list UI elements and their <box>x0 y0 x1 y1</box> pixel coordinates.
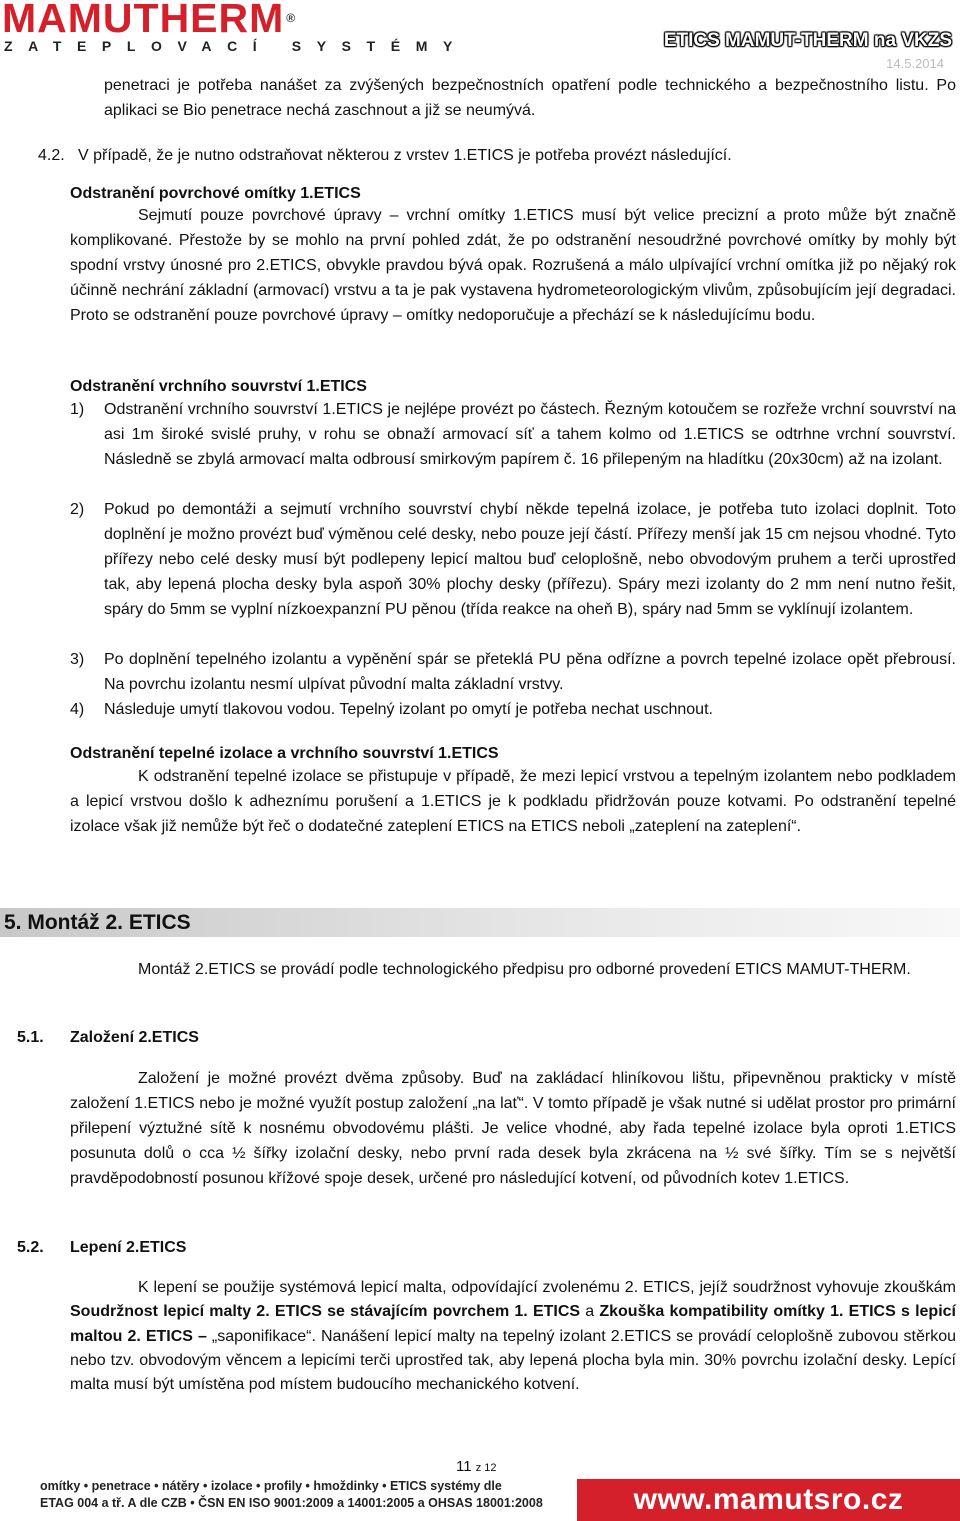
footer-info <box>40 1478 543 1512</box>
text-span: „saponifikace“. Nanášení lepicí malty na tepelný izolant 2.ETICS se provádí celoplošně zubovou stěrkou nebo tzv. obvodovým věncem a lepicími terči uprostřed tak, aby lepená plocha byla min. 30% povrchu izolační desky. Lepící malta musí být umístěna pod místem budoucího mechanického kotvení. <box>70 1327 957 1394</box>
subsection-title: Založení 2.ETICS <box>70 1029 199 1046</box>
heading-remove-surface-plaster: Odstranění povrchové omítky 1.ETICS <box>70 185 361 202</box>
paragraph-remove-surface-plaster: Sejmutí pouze povrchové úpravy – vrchní omítky 1.ETICS musí být velice precizní a proto může být značně komplikované. Přestože by se mohlo na první pohled zdát, že po odstranění nesoudržné povrchové omítky by mohly být spodní vrstvy únosné pro 2.ETICS, obvykle pravdou bývá opak. Rozrušená a málo ulpívající vrchní omítka již po nějaký rok účinně nechrání základní (armovací) vrstvu a ta je pak vystavena hydrometeorologickým vlivům, způsobujícím její degradaci. Proto se odstranění pouze povrchové úpravy – omítky nedoporučuje a přechází se k následujícímu bodu. <box>70 207 956 324</box>
page-number <box>456 1457 497 1478</box>
paragraph-montaz-intro: Montáž 2.ETICS se provádí podle technologického předpisu pro odborné provedení ETICS MAMUT-THERM. <box>138 961 911 978</box>
paragraph-intro: V případě, že je nutno odstraňovat některou z vrstev 1.ETICS je potřeba provézt následující. <box>78 147 732 164</box>
list-text: Po doplnění tepelného izolantu a vypěnění spár se přeteklá PU pěna odřízne a povrch tepelné izolace opět přebrousí. Na povrchu izolantu nesmí ulpívat původní malta základní vrstvy. <box>104 651 956 693</box>
page-total: z 12 <box>475 1462 497 1474</box>
footer-website-link[interactable]: www.mamutsro.cz <box>633 1483 904 1516</box>
list-item <box>70 697 956 722</box>
brand-logo <box>2 0 296 40</box>
test-name-bold: Soudržnost lepicí malty 2. ETICS se stávajícím povrchem 1. ETICS <box>70 1303 581 1321</box>
test-name-bold: Zkouška kompatibility omítky 1. ETICS s lepicí maltou 2. ETICS – <box>70 1303 956 1345</box>
list-item <box>70 497 956 622</box>
subsection-number: 5.2. <box>17 1239 44 1256</box>
list-number: 1) <box>70 401 85 418</box>
list-text: Odstranění vrchního souvrství 1.ETICS je nejlépe provézt po částech. Řezným kotoučem se rozřeže vrchní souvrství na asi 1m široké svislé pruhy, v rohu se obnaží armovací síť a tahem kolmo od 1.ETICS se odtrhne vrchní souvrství. Následně se zbylá armovací malta odbrousí smirkovým papírem č. 16 přilepeným na hladítku (20x30cm) až na izolant. <box>104 401 956 468</box>
footer-certifications: ETAG 004 a tř. A dle CZB • ČSN EN ISO 9001:2009 a 14001:2005 a OHSAS 18001:2008 <box>40 1496 543 1510</box>
list-number: 2) <box>70 501 85 518</box>
section-title: 5. Montáž 2. ETICS <box>4 911 191 934</box>
list-item <box>70 397 956 472</box>
text-span: a <box>580 1303 600 1321</box>
paragraph-penetrace: penetraci je potřeba nanášet za zvýšených bezpečnostních opatření podle technického a bezpečnostního listu. Po aplikaci se Bio penetrace nechá zaschnout a již se neumývá. <box>104 77 956 119</box>
paragraph-lepeni <box>70 1276 956 1397</box>
logo-text: MAMUTHERM <box>2 0 285 41</box>
text-span: K lepení se použije systémová lepicí malta, odpovídající zvolenému 2. ETICS, jejíž soudržnost vyhovuje zkouškám <box>138 1279 956 1296</box>
subsection-number: 5.1. <box>17 1029 44 1046</box>
list-text: Pokud po demontáži a sejmutí vrchního souvrství chybí někde tepelná izolace, je potřeba tuto izolaci doplnit. Toto doplnění je možno provézt buď výměnou celé desky, nebo pouze její částí. Přířezy menší jak 15 cm nejsou vhodné. Tyto přířezy nebo celé desky musí být podlepeny lepicí maltou buď celoplošně, nebo obvodovým pruhem a terči uprostřed tak, aby lepená plocha desky byla aspoň 30% plochy desky (přířezu). Spáry mezi izolanty do 2 mm není nutno řešit, spáry do 5mm se vyplní nízkoexpanzní PU pěnou (třída reakce na oheň B), spáry nad 5mm se vyklínují izolantem. <box>104 501 956 618</box>
paragraph-remove-insulation: K odstranění tepelné izolace se přistupuje v případě, že mezi lepicí vrstvou a tepelným izolantem nebo podkladem a lepicí vrstvou došlo k adheznímu porušení a 1.ETICS je k podkladu přidržován pouze kotvami. Po odstranění tepelné izolace však již nemůže být řeč o dodatečné zateplení ETICS na ETICS neboli „zateplení na zateplení“. <box>70 768 956 835</box>
document-title: ETICS MAMUT-THERM na VKZS <box>663 30 952 51</box>
list-number: 3) <box>70 651 85 668</box>
paragraph-zalozeni: Založení je možné provézt dvěma způsoby. Buď na zakládací hliníkovou lištu, připevněnou prakticky v místě založení 1.ETICS nebo je možné využít postup založení „na lať“. V tomto případě je však nutné si udělat prostor pro primární přilepení výztužné sítě k nosnému obvodovému plášti. Je velice vhodné, aby řada tepelné izolace byla oproti 1.ETICS posunuta dolů o cca ½ šířky izolační desky, nebo první rada desek byla zkrácena na ½ své šířky. Tím se s největší pravděpodobností posunou křížové spoje desek, určené pro následující kotvení, od původních kotev 1.ETICS. <box>70 1070 956 1187</box>
page-header <box>0 0 960 71</box>
heading-remove-insulation: Odstranění tepelné izolace a vrchního souvrství 1.ETICS <box>70 745 499 762</box>
list-text: Následuje umytí tlakovou vodou. Tepelný izolant po omytí je potřeba nechat uschnout. <box>104 701 713 718</box>
subsection-title: Lepení 2.ETICS <box>70 1239 187 1256</box>
logo-subtitle: ZATEPLOVACÍ SYSTÉMY <box>4 38 468 54</box>
list-number: 4) <box>70 701 85 718</box>
document-date: 14.5.2014 <box>886 56 944 71</box>
page-current: 11 <box>456 1458 472 1475</box>
footer-products: omítky • penetrace • nátěry • izolace • profily • hmoždinky • ETICS systémy dle <box>40 1479 502 1493</box>
list-item <box>70 647 956 697</box>
heading-remove-top-layer: Odstranění vrchního souvrství 1.ETICS <box>70 378 367 395</box>
registered-mark: ® <box>286 11 297 25</box>
item-number: 4.2. <box>38 147 65 164</box>
